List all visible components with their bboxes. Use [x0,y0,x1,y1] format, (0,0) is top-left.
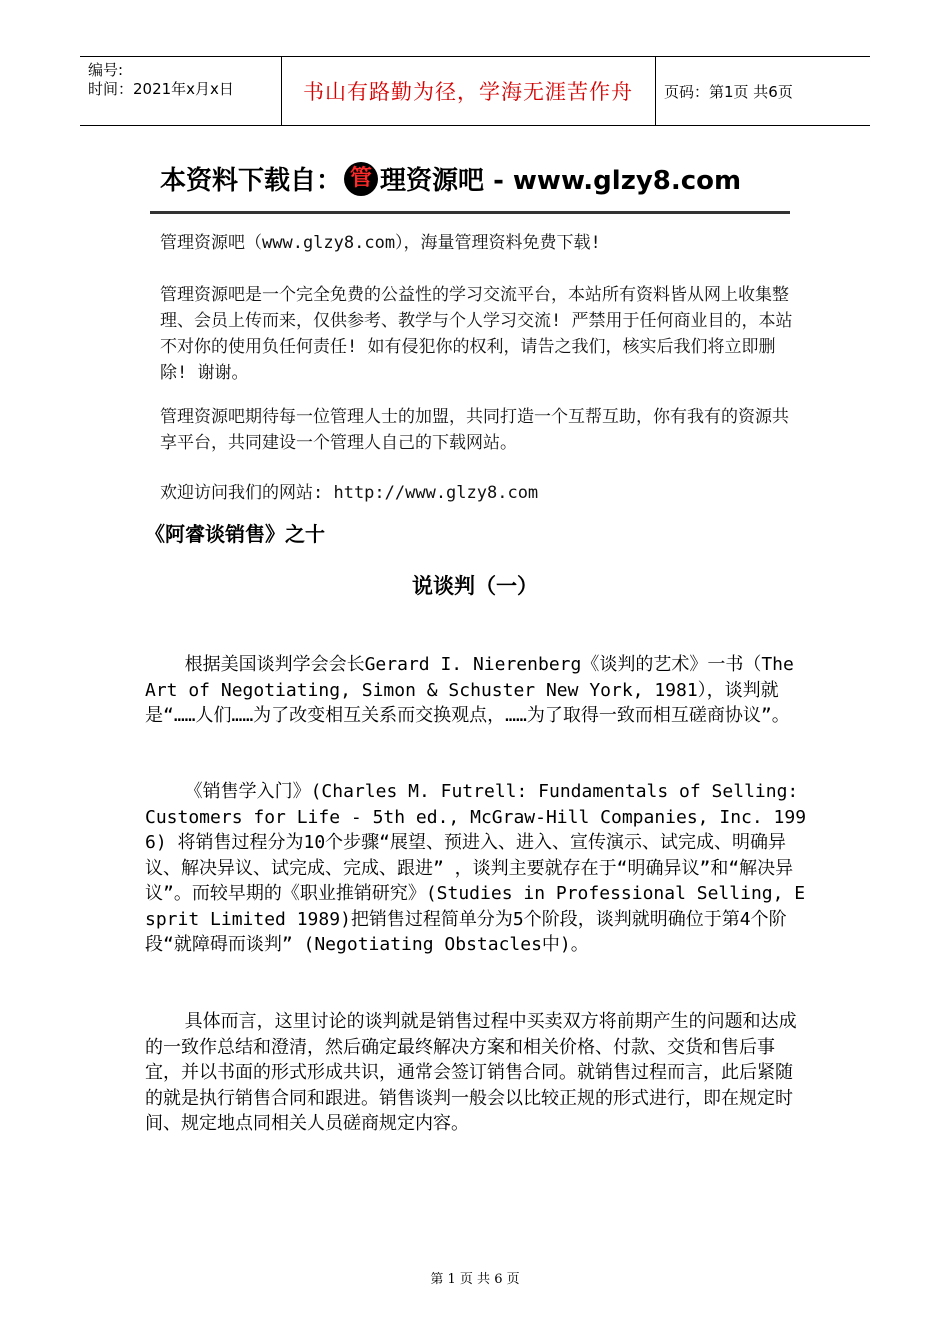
page-header [80,56,870,126]
banner-invitation: 管理资源吧期待每一位管理人士的加盟，共同打造一个互帮互助，你有我有的资源共享平台，共同建设一个管理人自己的下载网站。 [160,407,789,453]
banner-website: 欢迎访问我们的网站: http://www.glzy8.com [160,483,539,503]
body-paragraph-2: 《销售学入门》(Charles M. Futrell: Fundamentals of Selling: Customers for Life - 5th ed., McGraw-Hill Companies, Inc. 1996) 将销售过程分为10个步骤“展望、预进入、进入、宣传演示、试完成、明确异议、解决异议、试完成、完成、跟进” ，谈判主要就存在于“明确异议”和“解决异议”。而较早期的《职业推销研究》(Studies in Professional Selling, Esprit Limited 1989)把销售过程简单分为5个阶段，谈判就明确位于第4个阶段“就障碍而谈判” (Negotiating Obstacles中)。 [145,781,807,955]
banner-title-before: 本资料下载自： [160,166,343,196]
article-title: 说谈判（一） [412,574,538,598]
banner-divider [150,211,790,214]
body-paragraph-1: 根据美国谈判学会会长Gerard I. Nierenberg《谈判的艺术》一书（The Art of Negotiating, Simon & Schuster New York, 1981），谈判就是“……人们……为了改变相互关系而交换观点，……为了取得一致而相互磋商协议”。 [145,654,794,726]
banner-title [160,160,741,197]
date-label: 时间：2021年x月x日 [88,80,234,98]
banner-disclaimer: 管理资源吧是一个完全免费的公益性的学习交流平台，本站所有资料皆从网上收集整理、会员上传而来，仅供参考、教学与个人学习交流! 严禁用于任何商业目的，本站不对你的使用负任何责任! 如有侵犯你的权利，请告之我们，核实后我们将立即删除! 谢谢。 [160,285,793,383]
body-paragraph-3: 具体而言，这里讨论的谈判就是销售过程中买卖双方将前期产生的问题和达成的一致作总结和澄清，然后确定最终解决方案和相关价格、付款、交货和售后事宜，并以书面的形式形成共识，通常会签订销售合同。就销售过程而言，此后紧随的就是执行销售合同和跟进。销售谈判一般会以比较正规的形式进行，即在规定时间、规定地点同相关人员磋商规定内容。 [145,1011,797,1134]
page-footer: 第 1 页 共 6 页 [430,1272,520,1287]
banner-title-after: 理资源吧 - www.glzy8.com [380,166,742,196]
header-divider [655,57,656,125]
banner-line-intro: 管理资源吧（www.glzy8.com），海量管理资料免费下载! [160,233,601,253]
series-subtitle: 《阿睿谈销售》之十 [145,522,325,546]
header-motto: 书山有路勤为径，学海无涯苦作舟 [303,80,633,104]
header-meta [88,61,283,99]
number-label: 编号: [88,61,124,79]
page-info: 页码：第1页 共6页 [664,82,793,101]
site-logo-icon: 管 [344,162,378,196]
